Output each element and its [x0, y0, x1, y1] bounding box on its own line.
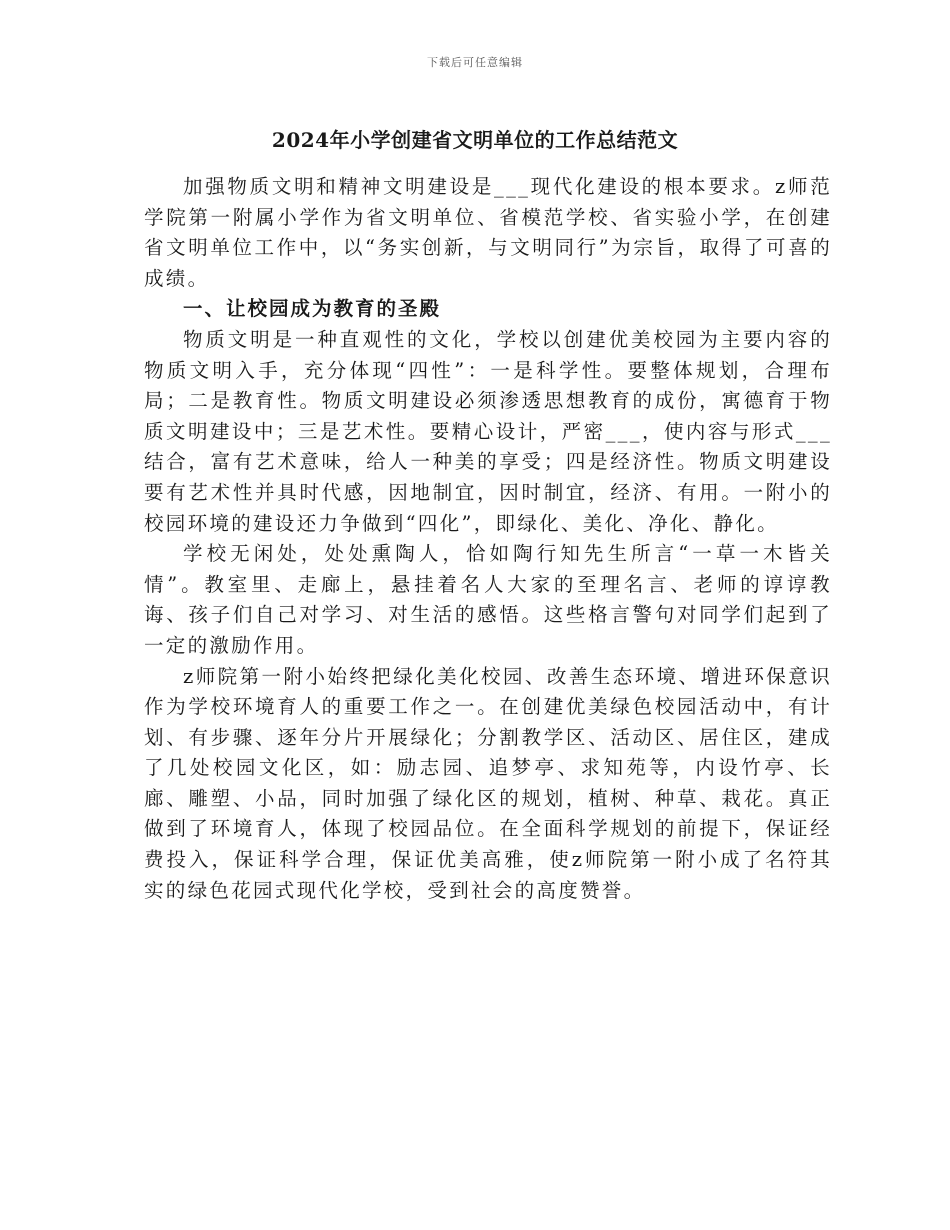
document-body: [144, 172, 832, 906]
download-note: 下载后可任意编辑: [427, 56, 523, 69]
section-heading: 一、让校园成为教育的圣殿: [183, 297, 442, 321]
intro-paragraph: 加强物质文明和精神文明建设是___现代化建设的根本要求。z师范学院第一附属小学作为省文明单位、省模范学校、省实验小学，在创建省文明单位工作中，以“务实创新，与文明同行”为宗旨，取得了可喜的成绩。: [144, 175, 832, 290]
body-paragraph: z师院第一附小始终把绿化美化校园、改善生态环境、增进环保意识作为学校环境育人的重要工作之一。在创建优美绿色校园活动中，有计划、有步骤、逐年分片开展绿化；分割教学区、活动区、居住区，建成了几处校园文化区，如：励志园、追梦亭、求知苑等，内设竹亭、长廊、雕塑、小品，同时加强了绿化区的规划，植树、种草、栽花。真正做到了环境育人，体现了校园品位。在全面科学规划的前提下，保证经费投入，保证科学合理，保证优美高雅，使z师院第一附小成了名符其实的绿色花园式现代化学校，受到社会的高度赞誉。: [144, 664, 832, 902]
body-paragraph: 物质文明是一种直观性的文化，学校以创建优美校园为主要内容的物质文明入手，充分体现“四性”：一是科学性。要整体规划，合理布局；二是教育性。物质文明建设必须渗透思想教育的成份，寓德育于物质文明建设中；三是艺术性。要精心设计，严密___，使内容与形式___结合，富有艺术意味，给人一种美的享受；四是经济性。物质文明建设要有艺术性并具时代感，因地制宜，因时制宜，经济、有用。一附小的校园环境的建设还力争做到“四化”，即绿化、美化、净化、静化。: [144, 327, 832, 535]
body-paragraph: 学校无闲处，处处熏陶人，恰如陶行知先生所言“一草一木皆关情”。教室里、走廊上，悬挂着名人大家的至理名言、老师的谆谆教诲、孩子们自己对学习、对生活的感悟。这些格言警句对同学们起到了一定的激励作用。: [144, 542, 832, 657]
document-title: 2024年小学创建省文明单位的工作总结范文: [271, 128, 679, 152]
